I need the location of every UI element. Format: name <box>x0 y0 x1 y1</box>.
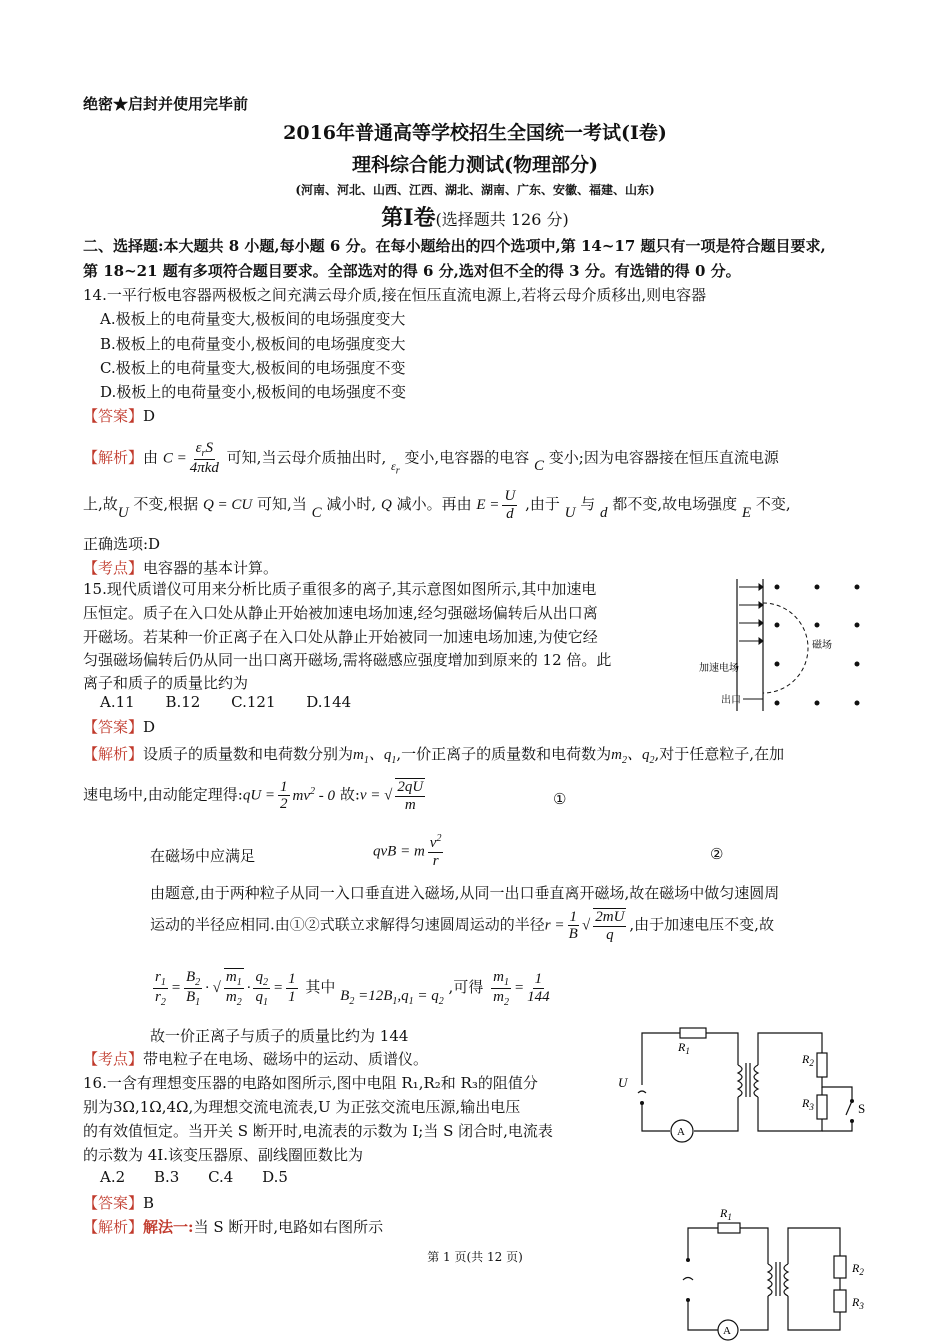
q14-an1-b: 可知,当云母介质抽出时, <box>226 448 387 467</box>
topic-label: 【考点】 <box>83 1050 144 1068</box>
q15-an1-a: 设质子的质量数和电荷数分别为 <box>143 745 354 763</box>
q16-answer <box>83 1192 154 1213</box>
q16-options <box>100 1168 288 1186</box>
q14-an2-a: 上,故 <box>83 495 118 513</box>
field-label: 磁场 <box>812 640 832 651</box>
q14-an2-e: 减小。再由 <box>396 495 472 513</box>
q14-stem: 14.一平行板电容器两极板之间充满云母介质,接在恒压直流电源上,若将云母介质移出,则电容器 <box>83 286 707 304</box>
equation-marker-1: ① <box>553 790 567 808</box>
part-label: 第Ⅰ卷 <box>381 205 436 231</box>
q14-an1-d: 变小;因为电容器接在恒压直流电源 <box>548 448 779 467</box>
q14-answer-value: D <box>143 407 156 425</box>
q16-an1: 当 S 断开时,电路如右图所示 <box>193 1218 384 1236</box>
instructions-line1: 二、选择题:本大题共 8 小题,每小题 6 分。在每小题给出的四个选项中,第 14~17 题只有一项是符合题目要求, <box>83 237 826 255</box>
q15-an5-a: 运动的半径应相同.由①②式联立求解得匀速圆周运动的半径 <box>150 915 545 934</box>
analysis-label: 【解析】 <box>83 1218 144 1236</box>
q15-line3: 开磁场。若某种一价正离子在入口处从静止开始被同一加速电场加速,为使它经 <box>83 628 598 646</box>
analysis-label: 【解析】 <box>83 448 144 467</box>
q14-analysis-line1: 【解析】由 C = $\frac{\varepsilon_rS}{\text{4πkd}}$ 可知,当云母介质抽出时, $_{\varepsilon_r}$ 变小,电容器的电容 C 变小;因为电容器接在恒压直流电源 <box>83 440 779 477</box>
fig2-r2-label: $R_2$ <box>852 1261 864 1277</box>
q15-answer <box>83 716 155 737</box>
exit-label: 出口 <box>721 695 741 706</box>
instructions-line2: 第 18~21 题有多项符合题目要求。全部选对的得 6 分,选对但不全的得 3 分。有选错的得 0 分。 <box>83 262 741 280</box>
q15-option-c: C.121 <box>231 693 276 711</box>
q14-analysis-line2: 上,故U 不变,根据 Q = CU 可知,当 C 减小时, Q 减小。再由 E = $\frac{U}{d}$ ,由于 U 与 d 都不变,故电场强度 E 不变, <box>83 488 791 522</box>
q14-an2-b: 不变,根据 <box>133 495 199 513</box>
q15-conclusion: 故一价正离子与质子的质量比约为 144 <box>150 1027 409 1045</box>
r2-label: $R_2$ <box>802 1052 814 1068</box>
q14-an2-c: 可知,当 <box>257 495 307 513</box>
q14-option-b: B.极板上的电荷量变小,极板间的电场强度变大 <box>100 335 406 353</box>
q14-answer <box>83 405 155 426</box>
q15-option-d: D.144 <box>306 693 352 711</box>
ammeter-label: A <box>677 1126 685 1138</box>
q16-line2: 别为3Ω,1Ω,4Ω,为理想交流电流表,U 为正弦交流电压源,输出电压 <box>83 1098 521 1116</box>
q16-analysis <box>83 1216 383 1237</box>
q15-analysis-line6: $\frac{r_1}{r_2}$ = $\frac{B_2}{B_1}$ · √ $\frac{m_1}{m_2}$ · $\frac{q_2}{q_1}$ = $\frac{1}{1}$ 其中 $B_2 =12B_1,q_1 = q_2$ ,可得 $\frac{m_1}{m_2}$ = $\frac{1}{144}$ <box>155 968 550 1008</box>
fig2-r3-label: $R_3$ <box>852 1295 864 1311</box>
q15-an6-a: 其中 <box>305 978 336 996</box>
q15-an1-c: ,对于任意粒子,在加 <box>654 745 785 763</box>
answer-label: 【答案】 <box>83 407 144 425</box>
q14-an1-c: 变小,电容器的电容 <box>404 448 530 467</box>
q15-line5: 离子和质子的质量比约为 <box>83 674 249 692</box>
fig2-ammeter-label: A <box>723 1325 731 1337</box>
analysis-label: 【解析】 <box>83 745 144 763</box>
q15-analysis-line2: 速电场中,由动能定理得:qU = $\frac{1}{2}$ $mv^2 - 0$ 故:v = √ $\frac{2qU}{m}$ <box>83 778 424 813</box>
q15-an5-b: ,由于加速电压不变,故 <box>629 915 774 934</box>
mass-spectrometer-figure <box>695 575 875 715</box>
q14-option-c: C.极板上的电荷量变大,极板间的电场强度不变 <box>100 359 406 377</box>
q16-option-b: B.3 <box>153 1168 180 1186</box>
secret-label: 绝密★启封并使用完毕前 <box>83 95 249 113</box>
q16-option-d: D.5 <box>262 1168 288 1186</box>
q15-option-a: A.11 <box>100 693 135 711</box>
q14-an2-h: 都不变,故电场强度 <box>612 495 738 513</box>
q15-options <box>100 693 351 711</box>
page-footer: 第 1 页(共 12 页) <box>427 1250 523 1264</box>
transformer-circuit-figure <box>612 1025 872 1147</box>
q15-line4: 匀强磁场偏转后仍从同一出口离开磁场,需将磁感应强度增加到原来的 12 倍。此 <box>83 651 612 669</box>
q15-an2-a: 速电场中,由动能定理得: <box>83 785 243 804</box>
q16-line3: 的有效值恒定。当开关 S 断开时,电流表的示数为 I;当 S 闭合时,电流表 <box>83 1122 553 1140</box>
part-heading <box>0 201 950 232</box>
q15-magnetic-condition: 在磁场中应满足 <box>150 847 256 865</box>
accel-field-label: 加速电场 <box>699 663 739 674</box>
q15-line2: 压恒定。质子在入口处从静止开始被加速电场加速,经匀强磁场偏转后从出口离 <box>83 604 598 622</box>
q14-an2-i: 不变, <box>755 495 791 513</box>
q15-formula-2: qvB = m $\frac{v^2}{r}$ <box>373 833 442 869</box>
q16-option-c: C.4 <box>208 1168 234 1186</box>
u-label: U <box>618 1075 628 1090</box>
r1-label: $R_1$ <box>678 1040 690 1056</box>
q15-line1: 15.现代质谱仪可用来分析比质子重很多的离子,其示意图如图所示,其中加速电 <box>83 580 597 598</box>
q14-an2-f: ,由于 <box>525 495 560 513</box>
q15-topic <box>83 1048 428 1069</box>
q14-correct-option: 正确选项:D <box>83 535 161 553</box>
topic-label: 【考点】 <box>83 559 144 577</box>
r3-label: $R_3$ <box>802 1096 814 1112</box>
q15-analysis-line4: 由题意,由于两种粒子从同一入口垂直进入磁场,从同一出口垂直离开磁场,故在磁场中做匀速圆周 <box>150 884 780 902</box>
page-subtitle: 理科综合能力测试(物理部分) <box>352 154 598 176</box>
q15-analysis-line1: 【解析】设质子的质量数和电荷数分别为$m_1$、$q_1$,一价正离子的质量数和电荷数为$m_2$、$q_2$,对于任意粒子,在加 <box>83 745 785 766</box>
q16-option-a: A.2 <box>100 1168 126 1186</box>
answer-label: 【答案】 <box>83 718 144 736</box>
q14-an2-g: 与 <box>580 495 596 513</box>
q14-option-d: D.极板上的电荷量变小,极板间的电场强度不变 <box>100 383 407 401</box>
province-list: (河南、河北、山西、江西、湖北、湖南、广东、安徽、福建、山东) <box>295 183 655 197</box>
answer-label: 【答案】 <box>83 1194 144 1212</box>
fig2-r1-label: $R_1$ <box>720 1206 732 1222</box>
part-note: (选择题共 126 分) <box>435 210 569 229</box>
q15-an6-b: ,可得 <box>448 978 484 996</box>
method1-label: 解法一: <box>143 1218 194 1236</box>
q14-an1-a: 由 <box>143 448 159 467</box>
q14-option-a: A.极板上的电荷量变大,极板间的电场强度变大 <box>100 310 406 328</box>
q15-an2-b: 故: <box>339 785 360 804</box>
q15-topic-text: 带电粒子在电场、磁场中的运动、质谱仪。 <box>143 1050 429 1068</box>
q14-an2-d: 减小时, <box>326 495 377 513</box>
q15-analysis-line5: 运动的半径应相同.由①②式联立求解得匀速圆周运动的半径r = $\frac{1}{B}$ √ $\frac{2mU}{q}$ ,由于加速电压不变,故 <box>150 908 774 943</box>
q14-topic <box>83 557 278 578</box>
switch-label: S <box>858 1101 866 1116</box>
q14-topic-text: 电容器的基本计算。 <box>143 559 279 577</box>
q15-option-b: B.12 <box>165 693 201 711</box>
circuit-open-switch-figure <box>672 1200 872 1344</box>
equation-marker-2: ② <box>710 845 724 863</box>
q16-line1: 16.一含有理想变压器的电路如图所示,图中电阻 R₁,R₂和 R₃的阻值分 <box>83 1074 538 1092</box>
q15-an1-b: ,一价正离子的质量数和电荷数为 <box>396 745 612 763</box>
q16-answer-value: B <box>143 1194 155 1212</box>
q15-answer-value: D <box>143 718 156 736</box>
page-title: 2016年普通高等学校招生全国统一考试(Ⅰ卷) <box>283 122 667 144</box>
q16-line4: 的示数为 4I.该变压器原、副线圈匝数比为 <box>83 1146 364 1164</box>
